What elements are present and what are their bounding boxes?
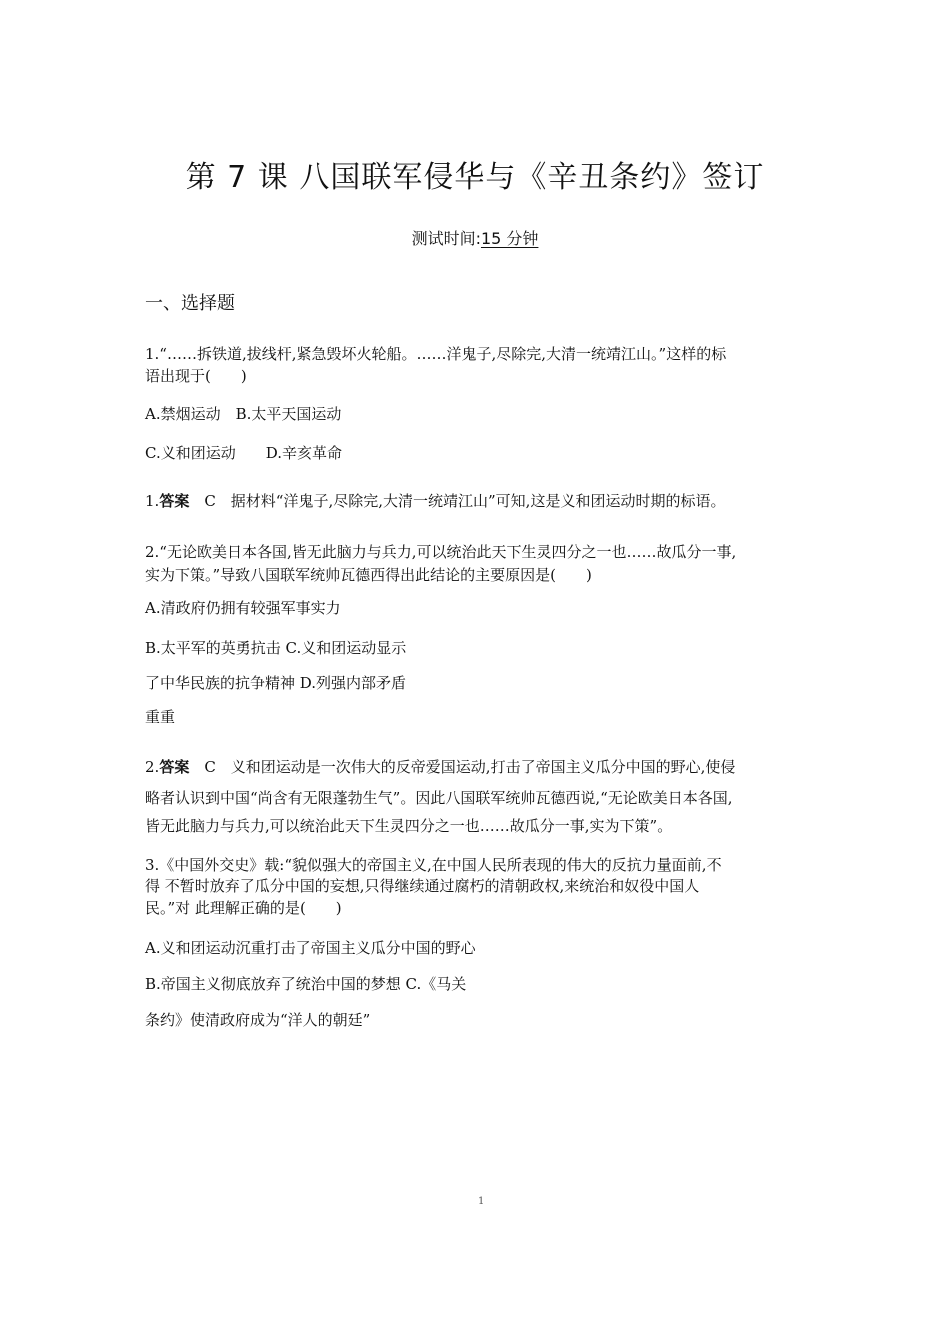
q2-answer-prefix: 2.: [145, 758, 160, 776]
test-time: [0, 226, 950, 249]
q1-answer: [145, 490, 825, 512]
q3-option-a: A.义和团运动沉重打击了帝国主义瓜分中国的野心: [145, 939, 476, 957]
page-number: 1: [478, 1196, 485, 1207]
q3-stem-line-1: 3.《中国外交史》载:“貌似强大的帝国主义,在中国人民所表现的伟大的反抗力量面前,不: [145, 856, 722, 874]
q1-stem-line-2: 语出现于( ): [145, 367, 247, 385]
q2-option-line-4: 重重: [145, 708, 176, 726]
q2-stem-line-2: 实为下策。”导致八国联军统帅瓦德西得出此结论的主要原因是( ): [145, 566, 592, 584]
q1-options-line-1: A.禁烟运动 B.太平天国运动: [145, 405, 342, 423]
test-time-value: 15 分钟: [480, 229, 539, 248]
q2-answer-line-2: 略者认识到中国“尚含有无限蓬勃生气”。因此八国联军统帅瓦德西说,“无论欧美日本各国,: [145, 789, 733, 807]
test-time-label: 测试时间:: [411, 229, 481, 248]
q2-option-a: A.清政府仍拥有较强军事实力: [145, 599, 341, 617]
section-heading: 一、选择题: [145, 293, 235, 314]
q3-option-line-3: 条约》使清政府成为“洋人的朝廷”: [145, 1011, 371, 1029]
q1-answer-text: C 据材料“洋鬼子,尽除完,大清一统靖江山”可知,这是义和团运动时期的标语。: [189, 492, 726, 510]
q2-option-line-3: 了中华民族的抗争精神 D.列强内部矛盾: [145, 674, 407, 692]
q2-answer-line-1: [145, 756, 825, 778]
q1-answer-label: 答案: [159, 492, 190, 510]
q3-stem-line-2: 得 不暂时放弃了瓜分中国的妄想,只得继续通过腐朽的清朝政权,来统治和奴役中国人: [145, 877, 700, 895]
q2-answer-label: 答案: [159, 758, 190, 776]
q2-option-line-2: B.太平军的英勇抗击 C.义和团运动显示: [145, 639, 407, 657]
q3-stem-line-3: 民。”对 此理解正确的是( ): [145, 899, 342, 917]
q3-option-line-2: B.帝国主义彻底放弃了统治中国的梦想 C.《马关: [145, 975, 467, 993]
q1-answer-prefix: 1.: [145, 492, 160, 510]
q1-stem-line-1: 1.“……拆铁道,拔线杆,紧急毁坏火轮船。……洋鬼子,尽除完,大清一统靖江山。”这样的标: [145, 345, 727, 363]
q2-answer-line-3: 皆无此脑力与兵力,可以统治此天下生灵四分之一也……故瓜分一事,实为下策”。: [145, 817, 673, 835]
q2-answer-text-1: C 义和团运动是一次伟大的反帝爱国运动,打击了帝国主义瓜分中国的野心,使侵: [189, 758, 736, 776]
q1-options-line-2: C.义和团运动 D.辛亥革命: [145, 444, 342, 462]
q2-stem-line-1: 2.“无论欧美日本各国,皆无此脑力与兵力,可以统治此天下生灵四分之一也……故瓜分一事,: [145, 543, 737, 561]
page-title: 第 7 课 八国联军侵华与《辛丑条约》签订: [185, 160, 765, 195]
